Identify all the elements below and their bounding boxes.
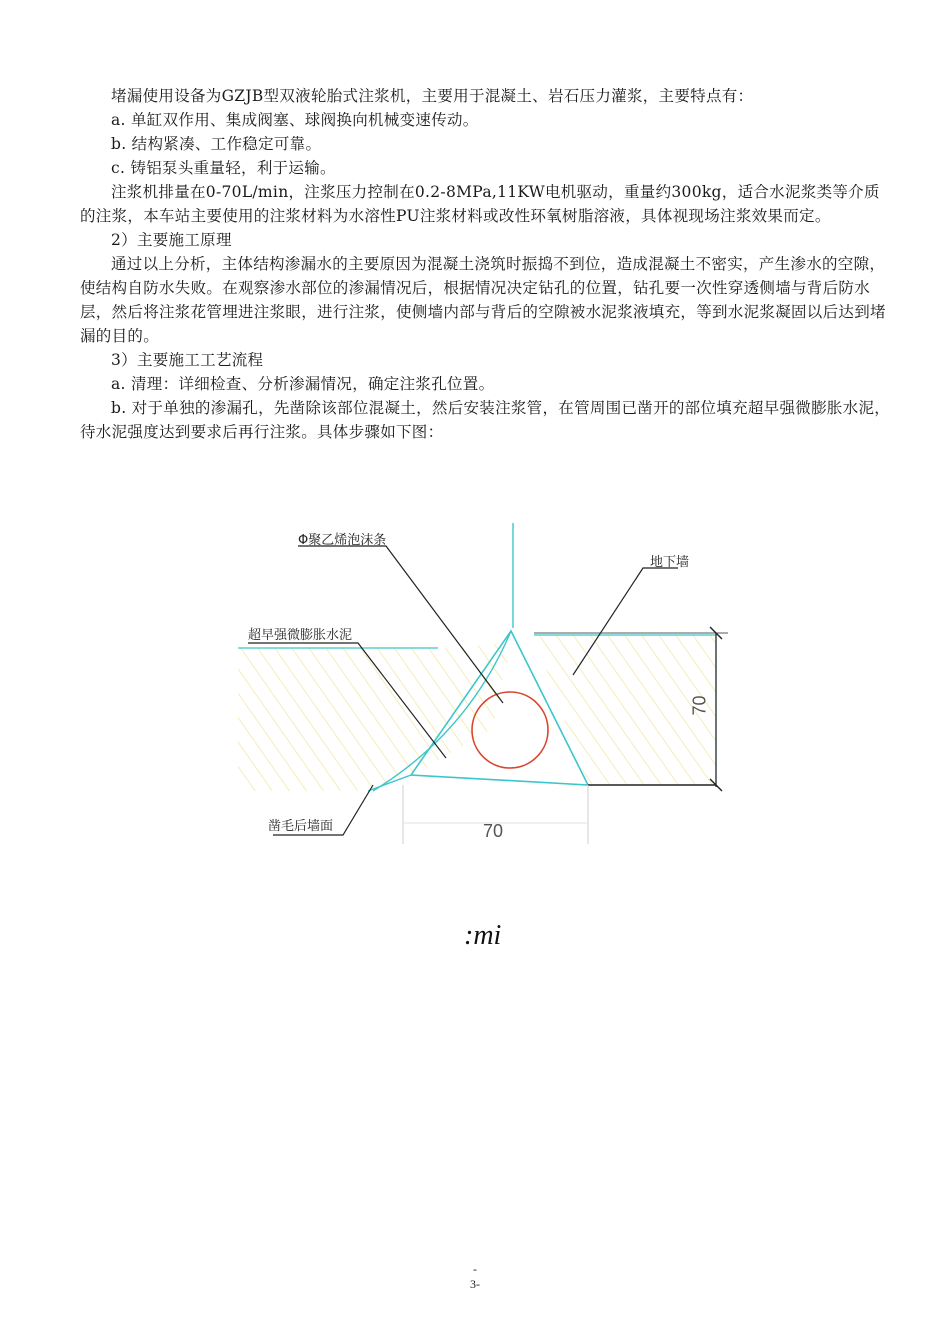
paragraph-feature-b: b. 结构紧凑、工作稳定可靠。 — [111, 135, 322, 153]
paragraph-equipment: 堵漏使用设备为GZJB型双液轮胎式注浆机，主要用于混凝土、岩石压力灌浆，主要特点有： — [111, 87, 754, 105]
dim-horizontal-value: 70 — [483, 821, 504, 841]
page-number — [0, 1262, 950, 1292]
dim-vertical-value: 70 — [689, 695, 710, 716]
label-underground-wall: 地下墙 — [650, 555, 690, 570]
heading-process: 3）主要施工工艺流程 — [111, 351, 264, 369]
label-early-strength-cement: 超早强微膨胀水泥 — [248, 628, 353, 643]
label-foam-rod: Φ聚乙烯泡沫条 — [298, 533, 387, 548]
paragraph-principle: 通过以上分析，主体结构渗漏水的主要原因为混凝土浇筑时振捣不到位，造成混凝土不密实，产生渗水的空隙，使结构自防水失败。在观察渗水部位的渗漏情况后，根据情况决定钻孔的位置，钻孔要一次性穿透侧墙与背后防水层，然后将注浆花管埋进注浆眼，进行注浆，使侧墙内部与背后的空隙被水泥浆液填充，等到水泥浆凝固以后达到堵漏的目的。 — [80, 255, 886, 345]
diagram-drawing — [238, 523, 730, 844]
page-number-value: 3- — [470, 1277, 480, 1291]
paragraph-step-b: b. 对于单独的渗漏孔，先凿除该部位混凝土，然后安装注浆管，在管周围已凿开的部位填充超早强微膨胀水泥，待水泥强度达到要求后再行注浆。具体步骤如下图： — [80, 399, 891, 441]
wall-hatch-left — [238, 643, 510, 791]
heading-principle: 2）主要施工原理 — [111, 231, 232, 249]
paragraph-step-a: a. 清理：详细检查、分析渗漏情况，确定注浆孔位置。 — [111, 375, 495, 393]
grouting-diagram — [238, 523, 730, 844]
paragraph-specs: 注浆机排量在0-70L/min，注浆压力控制在0.2-8MPa,11KW电机驱动，重量约300kg，适合水泥浆类等介质的注浆，本车站主要使用的注浆材料为水溶性PU注浆材料或改性环氧树脂溶液，具体视现场注浆效果而定。 — [80, 183, 880, 225]
stray-text: :mi — [464, 920, 502, 951]
body-text — [80, 84, 892, 444]
label-chiselled-surface: 凿毛后墙面 — [268, 819, 334, 834]
page-number-dash: - — [473, 1262, 477, 1276]
paragraph-feature-c: c. 铸铝泵头重量轻，利于运输。 — [111, 159, 336, 177]
paragraph-feature-a: a. 单缸双作用、集成阀塞、球阀换向机械变速传动。 — [111, 111, 479, 129]
